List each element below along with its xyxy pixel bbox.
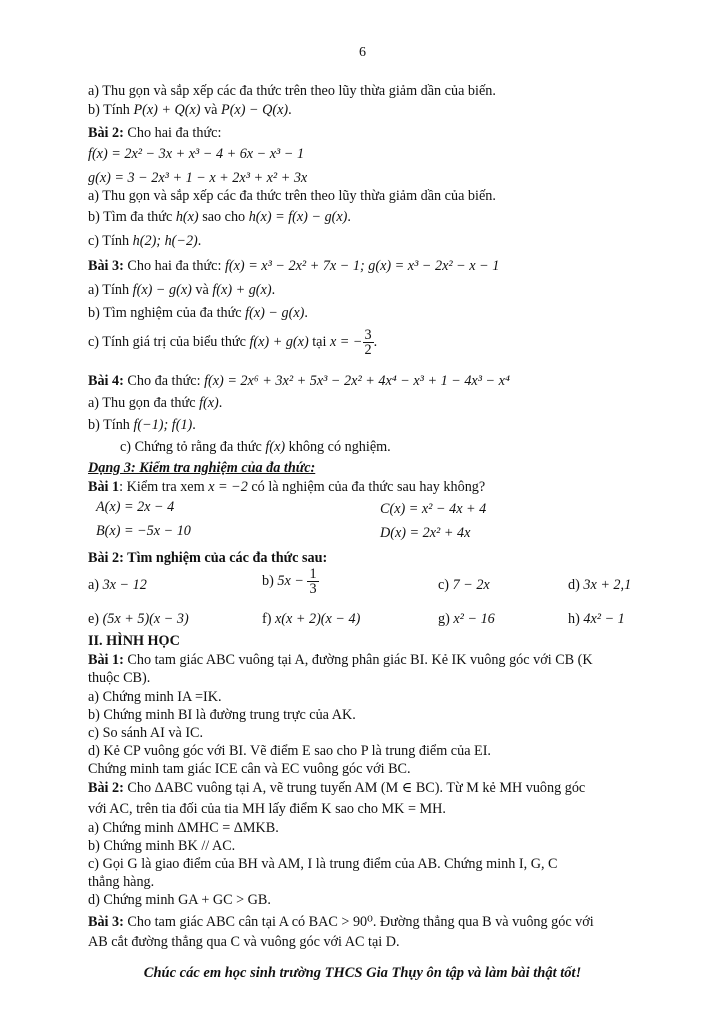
- exercise-line: c) Tính giá trị của biểu thức f(x) + g(x) tại x = − $\frac{3}{2}$ .: [88, 327, 378, 358]
- exercise-line: c) Gọi G là giao điểm của BH và AM, I là trung điểm của AB. Chứng minh I, G, C: [88, 856, 558, 872]
- exercise-heading: Bài 2: Cho ΔABC vuông tại A, vẽ trung tuyến AM (M ∈ BC). Từ M kẻ MH vuông góc: [88, 780, 586, 796]
- exercise-line: b) Tìm đa thức h(x) sao cho h(x) = f(x) − g(x).: [88, 209, 351, 225]
- fraction: $\frac{3}{2}$: [364, 327, 372, 358]
- exercise-line: c) Chứng tỏ rằng đa thức f(x) không có nghiệm.: [120, 439, 391, 455]
- exercise-line: a) Tính f(x) − g(x) và f(x) + g(x).: [88, 282, 276, 298]
- section-heading: II. HÌNH HỌC: [88, 633, 180, 649]
- exercise-line: d) Chứng minh GA + GC > GB.: [88, 892, 271, 908]
- exercise-line: a) Thu gọn và sắp xếp các đa thức trên theo lũy thừa giảm dần của biến.: [88, 188, 496, 204]
- root-item-h: h) 4x² − 1: [568, 611, 625, 627]
- exercise-line: a) Chứng minh IA =IK.: [88, 689, 222, 705]
- fraction: $\frac{1}{3}$: [309, 566, 317, 597]
- exercise-heading: Bài 1: Cho tam giác ABC vuông tại A, đường phân giác BI. Kẻ IK vuông góc với CB (K: [88, 652, 593, 668]
- polynomial-C: C(x) = x² − 4x + 4: [380, 501, 487, 517]
- exercise-heading: Bài 3: Cho hai đa thức: f(x) = x³ − 2x² + 7x − 1; g(x) = x³ − 2x² − x − 1: [88, 258, 500, 274]
- exercise-line: Chứng minh tam giác ICE cân và EC vuông góc với BC.: [88, 761, 411, 777]
- exercise-line: thuộc CB).: [88, 670, 151, 686]
- exercise-line: a) Thu gọn và sắp xếp các đa thức trên theo lũy thừa giảm dần của biến.: [88, 83, 496, 99]
- exercise-heading: Bài 2: Tìm nghiệm của các đa thức sau:: [88, 550, 328, 566]
- exercise-line: a) Thu gọn đa thức f(x).: [88, 395, 223, 411]
- polynomial-B: B(x) = −5x − 10: [96, 523, 191, 539]
- footer-message: Chúc các em học sinh trường THCS Gia Thụy ôn tập và làm bài thật tốt!: [143, 965, 582, 981]
- exercise-line: d) Kẻ CP vuông góc với BI. Vẽ điểm E sao cho P là trung điểm của EI.: [88, 743, 491, 759]
- exercise-line: b) Chứng minh BI là đường trung trực của AK.: [88, 707, 356, 723]
- exercise-line: thẳng hàng.: [88, 874, 155, 890]
- exercise-line: c) Tính h(2); h(−2).: [88, 233, 202, 249]
- formula-f: f(x) = 2x² − 3x + x³ − 4 + 6x − x³ − 1: [88, 146, 305, 162]
- exercise-line: b) Chứng minh BK // AC.: [88, 838, 236, 854]
- page-number: 6: [359, 45, 366, 60]
- section-heading: Dạng 3: Kiểm tra nghiệm của đa thức:: [88, 460, 316, 476]
- exercise-line: b) Tính P(x) + Q(x) và P(x) − Q(x).: [88, 102, 292, 118]
- exercise-line: b) Tính f(−1); f(1).: [88, 417, 196, 433]
- polynomial-A: A(x) = 2x − 4: [96, 499, 175, 515]
- exercise-line: b) Tìm nghiệm của đa thức f(x) − g(x).: [88, 305, 308, 321]
- formula-g: g(x) = 3 − 2x³ + 1 − x + 2x³ + x² + 3x: [88, 170, 308, 186]
- polynomial-D: D(x) = 2x² + 4x: [380, 525, 471, 541]
- root-item-d: d) 3x + 2,1: [568, 577, 632, 593]
- exercise-heading: Bài 2: Cho hai đa thức:: [88, 125, 222, 141]
- exercise-heading: Bài 1: Kiểm tra xem x = −2 có là nghiệm của đa thức sau hay không?: [88, 479, 486, 495]
- exercise-line: a) Chứng minh ΔMHC = ΔMKB.: [88, 820, 279, 836]
- root-item-g: g) x² − 16: [438, 611, 495, 627]
- exercise-line: với AC, trên tia đối của tia MH lấy điểm K sao cho MK = MH.: [88, 801, 446, 817]
- exercise-heading: Bài 4: Cho đa thức: f(x) = 2x⁶ + 3x² + 5x³ − 2x² + 4x⁴ − x³ + 1 − 4x³ − x⁴: [88, 373, 510, 389]
- exercise-heading: Bài 3: Cho tam giác ABC cân tại A có BAC > 90⁰. Đường thẳng qua B và vuông góc với: [88, 914, 594, 930]
- root-item-c: c) 7 − 2x: [438, 577, 490, 593]
- root-item-b: b) 5x − $\frac{1}{3}$: [262, 566, 317, 597]
- exercise-line: c) So sánh AI và IC.: [88, 725, 204, 741]
- root-item-f: f) x(x + 2)(x − 4): [262, 611, 361, 627]
- root-item-a: a) 3x − 12: [88, 577, 147, 593]
- exercise-line: AB cắt đường thẳng qua C và vuông góc với AC tại D.: [88, 934, 400, 950]
- root-item-e: e) (5x + 5)(x − 3): [88, 611, 189, 627]
